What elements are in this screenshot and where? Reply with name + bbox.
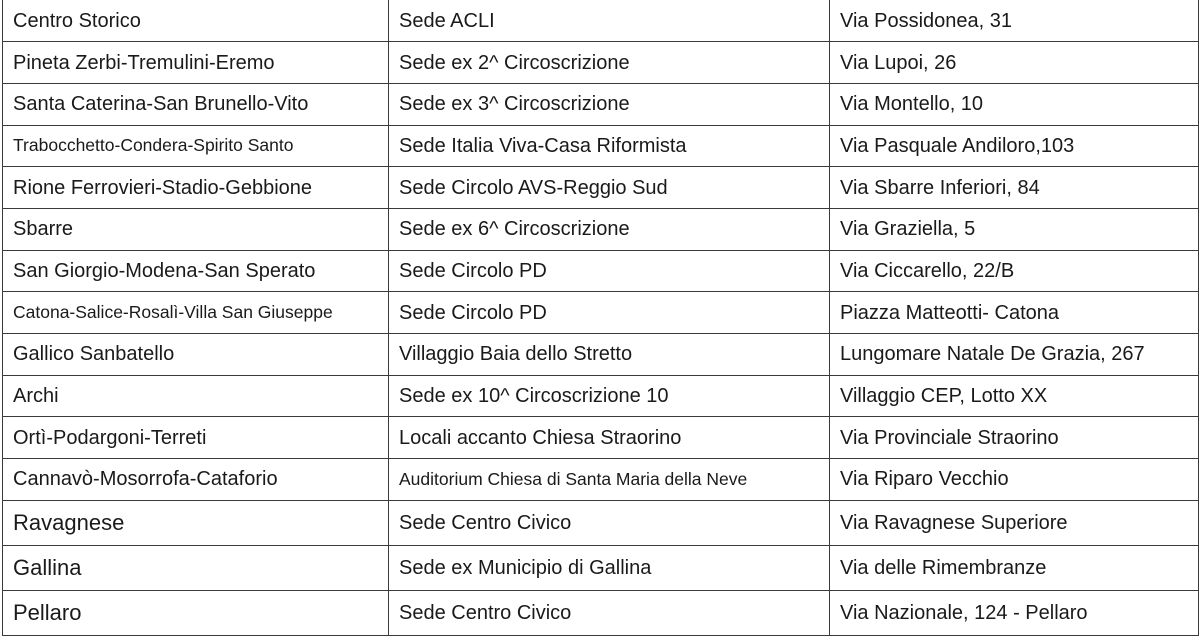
indirizzo-cell: Via Graziella, 5 — [830, 208, 1199, 250]
indirizzo-cell: Via Pasquale Andiloro,103 — [830, 125, 1199, 167]
table-row — [3, 417, 1199, 459]
sede-cell: Auditorium Chiesa di Santa Maria della Neve — [389, 459, 830, 501]
sede-cell: Sede Circolo PD — [389, 292, 830, 334]
indirizzo-cell: Via Nazionale, 124 - Pellaro — [830, 590, 1199, 635]
zona-cell: Archi — [3, 375, 389, 417]
indirizzo-cell: Via Sbarre Inferiori, 84 — [830, 167, 1199, 209]
zona-cell: Sbarre — [3, 208, 389, 250]
table-row — [3, 292, 1199, 334]
indirizzo-cell: Via delle Rimembranze — [830, 545, 1199, 590]
table-row — [3, 590, 1199, 635]
table-row — [3, 459, 1199, 501]
table-row — [3, 83, 1199, 125]
sede-cell: Locali accanto Chiesa Straorino — [389, 417, 830, 459]
indirizzo-cell: Via Riparo Vecchio — [830, 459, 1199, 501]
sede-cell: Sede Centro Civico — [389, 590, 830, 635]
indirizzo-cell: Via Possidonea, 31 — [830, 0, 1199, 42]
table-row — [3, 0, 1199, 42]
sede-cell: Sede ex 2^ Circoscrizione — [389, 42, 830, 84]
locations-table — [2, 0, 1199, 636]
indirizzo-cell: Via Ciccarello, 22/B — [830, 250, 1199, 292]
indirizzo-cell: Via Provinciale Straorino — [830, 417, 1199, 459]
zona-cell: Catona-Salice-Rosalì-Villa San Giuseppe — [3, 292, 389, 334]
table-row — [3, 42, 1199, 84]
sede-cell: Sede ex 6^ Circoscrizione — [389, 208, 830, 250]
table-row — [3, 167, 1199, 209]
indirizzo-cell: Lungomare Natale De Grazia, 267 — [830, 334, 1199, 376]
table-row — [3, 250, 1199, 292]
table-row — [3, 545, 1199, 590]
sede-cell: Sede Italia Viva-Casa Riformista — [389, 125, 830, 167]
sede-cell: Sede ACLI — [389, 0, 830, 42]
zona-cell: San Giorgio-Modena-San Sperato — [3, 250, 389, 292]
indirizzo-cell: Via Lupoi, 26 — [830, 42, 1199, 84]
sede-cell: Sede Circolo PD — [389, 250, 830, 292]
zona-cell: Rione Ferrovieri-Stadio-Gebbione — [3, 167, 389, 209]
zona-cell: Ortì-Podargoni-Terreti — [3, 417, 389, 459]
indirizzo-cell: Villaggio CEP, Lotto XX — [830, 375, 1199, 417]
sede-cell: Sede ex 3^ Circoscrizione — [389, 83, 830, 125]
table-row — [3, 208, 1199, 250]
zona-cell: Gallina — [3, 545, 389, 590]
indirizzo-cell: Piazza Matteotti- Catona — [830, 292, 1199, 334]
indirizzo-cell: Via Ravagnese Superiore — [830, 500, 1199, 545]
zona-cell: Gallico Sanbatello — [3, 334, 389, 376]
table-row — [3, 334, 1199, 376]
table-row — [3, 500, 1199, 545]
zona-cell: Pellaro — [3, 590, 389, 635]
zona-cell: Trabocchetto-Condera-Spirito Santo — [3, 125, 389, 167]
table-row — [3, 375, 1199, 417]
sede-cell: Sede ex Municipio di Gallina — [389, 545, 830, 590]
zona-cell: Cannavò-Mosorrofa-Cataforio — [3, 459, 389, 501]
zona-cell: Pineta Zerbi-Tremulini-Eremo — [3, 42, 389, 84]
sede-cell: Sede ex 10^ Circoscrizione 10 — [389, 375, 830, 417]
sede-cell: Villaggio Baia dello Stretto — [389, 334, 830, 376]
zona-cell: Ravagnese — [3, 500, 389, 545]
sede-cell: Sede Centro Civico — [389, 500, 830, 545]
table-row — [3, 125, 1199, 167]
indirizzo-cell: Via Montello, 10 — [830, 83, 1199, 125]
zona-cell: Centro Storico — [3, 0, 389, 42]
zona-cell: Santa Caterina-San Brunello-Vito — [3, 83, 389, 125]
sede-cell: Sede Circolo AVS-Reggio Sud — [389, 167, 830, 209]
